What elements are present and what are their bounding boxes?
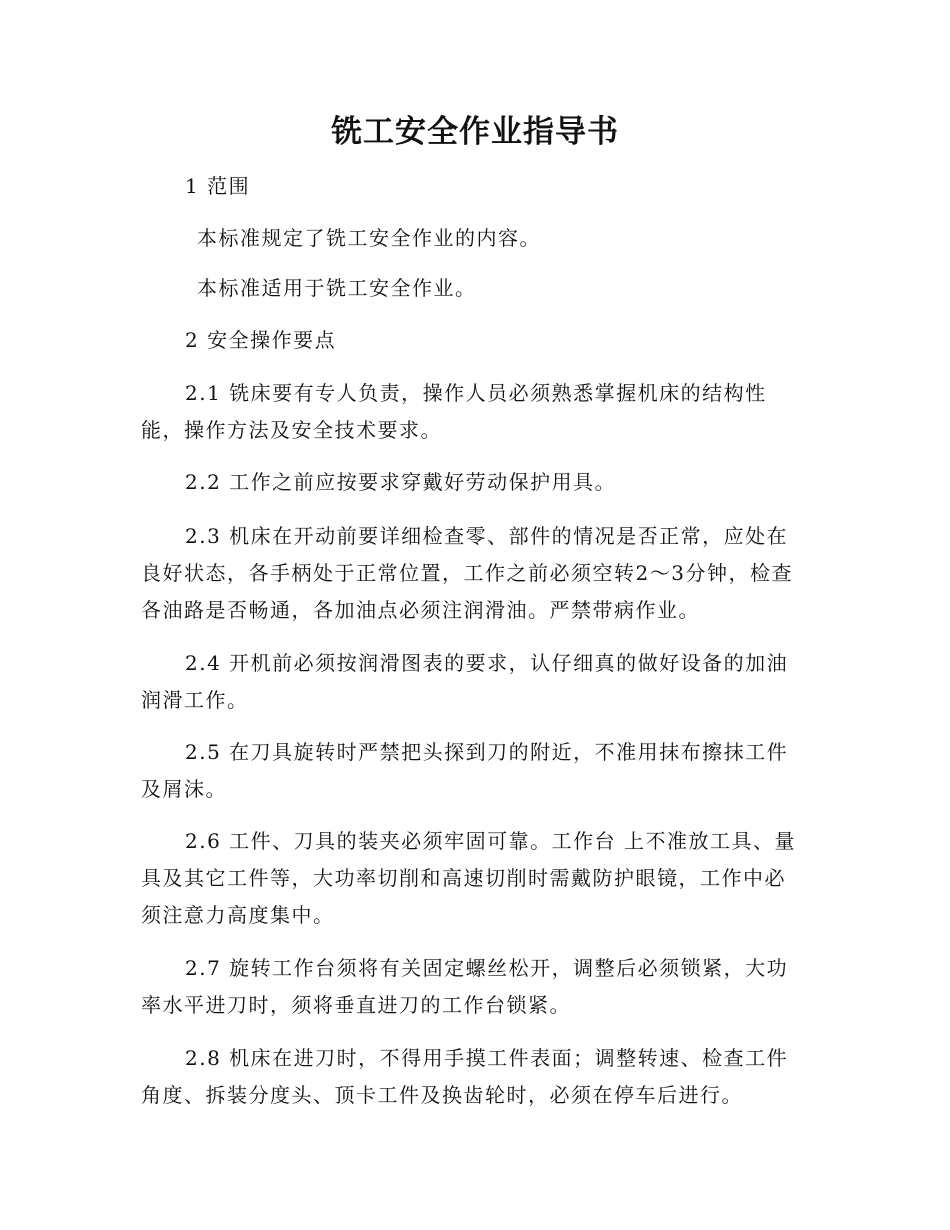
paragraph-line: 2.7 旋转工作台须将有关固定螺丝松开，调整后必须锁紧，大功	[185, 956, 789, 980]
paragraph-2-5	[141, 734, 809, 808]
paragraph-line: 2.3 机床在开动前要详细检查零、部件的情况是否正常，应处在	[185, 524, 789, 548]
section-heading-safety-points	[141, 322, 809, 359]
paragraph-line: 各油路是否畅通，各加油点必须注润滑油。严禁带病作业。	[141, 598, 700, 622]
paragraph-line: 角度、拆装分度头、顶卡工件及换齿轮时，必须在停车后进行。	[141, 1083, 743, 1107]
paragraph-line: 本标准适用于铣工安全作业。	[197, 276, 477, 300]
paragraph-line: 须注意力高度集中。	[141, 903, 335, 927]
paragraph-line: 率水平进刀时，须将垂直进刀的工作台锁紧。	[141, 993, 571, 1017]
paragraph-2-8	[141, 1040, 809, 1114]
document-title: 铣工安全作业指导书	[331, 114, 619, 150]
paragraph-line: 及屑沫。	[141, 777, 227, 801]
paragraph-2-7	[141, 950, 809, 1024]
paragraph-line: 良好状态，各手柄处于正常位置，工作之前必须空转2～3分钟，检查	[141, 561, 793, 585]
paragraph-line: 润滑工作。	[141, 688, 249, 712]
paragraph-line: 2.2 工作之前应按要求穿戴好劳动保护用具。	[185, 470, 617, 494]
paragraph-2-2	[141, 464, 809, 501]
paragraph-line: 2 安全操作要点	[185, 328, 337, 352]
paragraph-2-3	[141, 518, 809, 629]
paragraph-scope-content	[141, 220, 809, 257]
paragraph-2-1	[141, 375, 809, 449]
paragraph-line: 2.1 铣床要有专人负责，操作人员必须熟悉掌握机床的结构性	[185, 381, 767, 405]
paragraph-line: 本标准规定了铣工安全作业的内容。	[197, 226, 541, 250]
paragraph-scope-applicability	[141, 270, 809, 307]
paragraph-line: 2.6 工件、刀具的装夹必须牢固可靠。工作台 上不准放工具、量	[185, 829, 797, 853]
paragraph-line: 具及其它工件等，大功率切削和高速切削时需戴防护眼镜，工作中必	[141, 866, 786, 890]
paragraph-2-6	[141, 823, 809, 934]
paragraph-line: 2.4 开机前必须按润滑图表的要求，认仔细真的做好设备的加油	[185, 651, 789, 675]
paragraph-line: 能，操作方法及安全技术要求。	[141, 418, 442, 442]
paragraph-line: 2.8 机床在进刀时，不得用手摸工件表面；调整转速、检查工件	[185, 1046, 789, 1070]
paragraph-line: 1 范围	[185, 174, 251, 198]
paragraph-line: 2.5 在刀具旋转时严禁把头探到刀的附近，不准用抹布擦抹工件	[185, 740, 789, 764]
section-heading-scope	[141, 168, 809, 205]
paragraph-2-4	[141, 645, 809, 719]
